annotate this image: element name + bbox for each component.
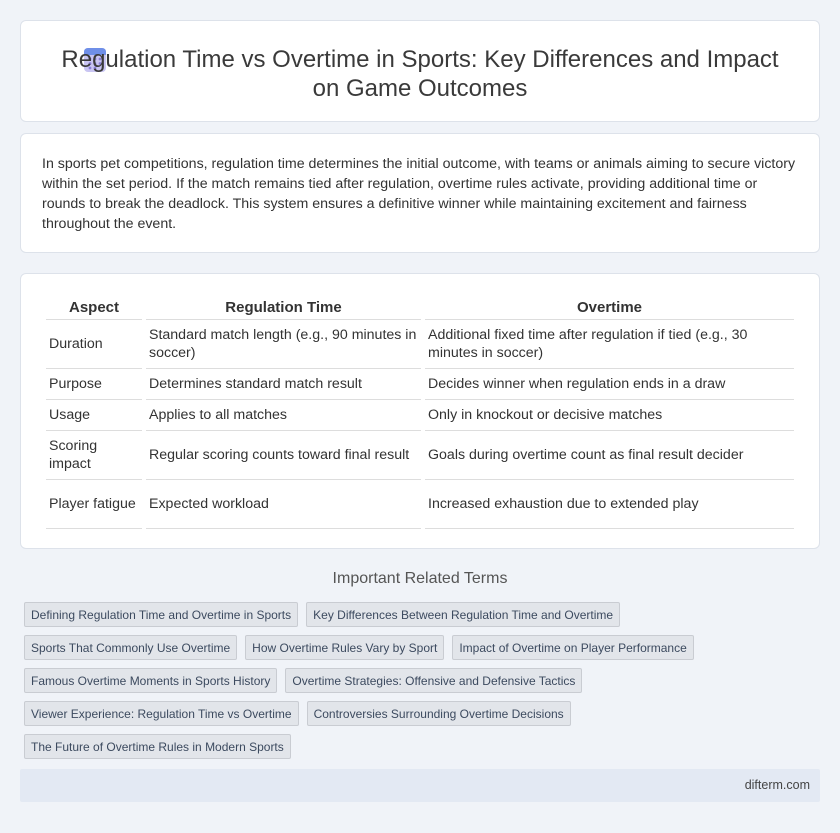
header-card bbox=[20, 20, 820, 122]
related-terms-heading: Important Related Terms bbox=[332, 570, 508, 587]
intro-card bbox=[20, 133, 820, 253]
related-term-tag[interactable]: Sports That Commonly Use Overtime bbox=[24, 635, 237, 660]
related-term-tag[interactable]: Key Differences Between Regulation Time and Overtime bbox=[306, 602, 620, 627]
page-title: Regulation Time vs Overtime in Sports: Key Differences and Impact on Game Outcomes bbox=[61, 46, 779, 102]
table-row bbox=[46, 480, 794, 529]
related-term-tag[interactable]: How Overtime Rules Vary by Sport bbox=[245, 635, 444, 660]
comparison-card bbox=[20, 273, 820, 549]
cell-regulation: Standard match length (e.g., 90 minutes in soccer) bbox=[146, 320, 421, 369]
related-terms-list bbox=[24, 602, 804, 759]
cell-regulation: Expected workload bbox=[146, 480, 421, 529]
related-term-tag[interactable]: Controversies Surrounding Overtime Decisions bbox=[307, 701, 571, 726]
cell-regulation: Applies to all matches bbox=[146, 400, 421, 431]
cell-aspect: Player fatigue bbox=[46, 480, 142, 529]
table-row bbox=[46, 431, 794, 480]
cell-overtime: Decides winner when regulation ends in a draw bbox=[425, 369, 794, 400]
cell-overtime: Increased exhaustion due to extended play bbox=[425, 480, 794, 529]
cell-aspect: Usage bbox=[46, 400, 142, 431]
header-regulation: Regulation Time bbox=[146, 292, 421, 320]
cell-regulation: Determines standard match result bbox=[146, 369, 421, 400]
table-row bbox=[46, 320, 794, 369]
footer-site-link[interactable]: difterm.com bbox=[744, 778, 810, 792]
cell-aspect: Purpose bbox=[46, 369, 142, 400]
cell-aspect: Duration bbox=[46, 320, 142, 369]
related-term-tag[interactable]: Viewer Experience: Regulation Time vs Overtime bbox=[24, 701, 299, 726]
related-term-tag[interactable]: Impact of Overtime on Player Performance bbox=[452, 635, 693, 660]
header-overtime: Overtime bbox=[425, 292, 794, 320]
table-row bbox=[46, 369, 794, 400]
related-term-tag[interactable]: Overtime Strategies: Offensive and Defensive Tactics bbox=[285, 668, 582, 693]
cell-overtime: Goals during overtime count as final result decider bbox=[425, 431, 794, 480]
cell-overtime: Only in knockout or decisive matches bbox=[425, 400, 794, 431]
cell-aspect: Scoring impact bbox=[46, 431, 142, 480]
header-aspect: Aspect bbox=[46, 292, 142, 320]
intro-paragraph: In sports pet competitions, regulation time determines the initial outcome, with teams or animals aiming to secure victory within the set period. If the match remains tied after regulation, overtime rules activate, providing additional time or rounds to break the deadlock. This system ensures a definitive winner while maintaining excitement and fairness throughout the event. bbox=[42, 156, 796, 232]
related-term-tag[interactable]: The Future of Overtime Rules in Modern Sports bbox=[24, 734, 291, 759]
footer bbox=[20, 769, 820, 802]
cell-regulation: Regular scoring counts toward final result bbox=[146, 431, 421, 480]
comparison-table bbox=[42, 292, 798, 529]
table-row bbox=[46, 400, 794, 431]
cell-overtime: Additional fixed time after regulation if tied (e.g., 30 minutes in soccer) bbox=[425, 320, 794, 369]
related-term-tag[interactable]: Defining Regulation Time and Overtime in Sports bbox=[24, 602, 298, 627]
related-term-tag[interactable]: Famous Overtime Moments in Sports History bbox=[24, 668, 277, 693]
